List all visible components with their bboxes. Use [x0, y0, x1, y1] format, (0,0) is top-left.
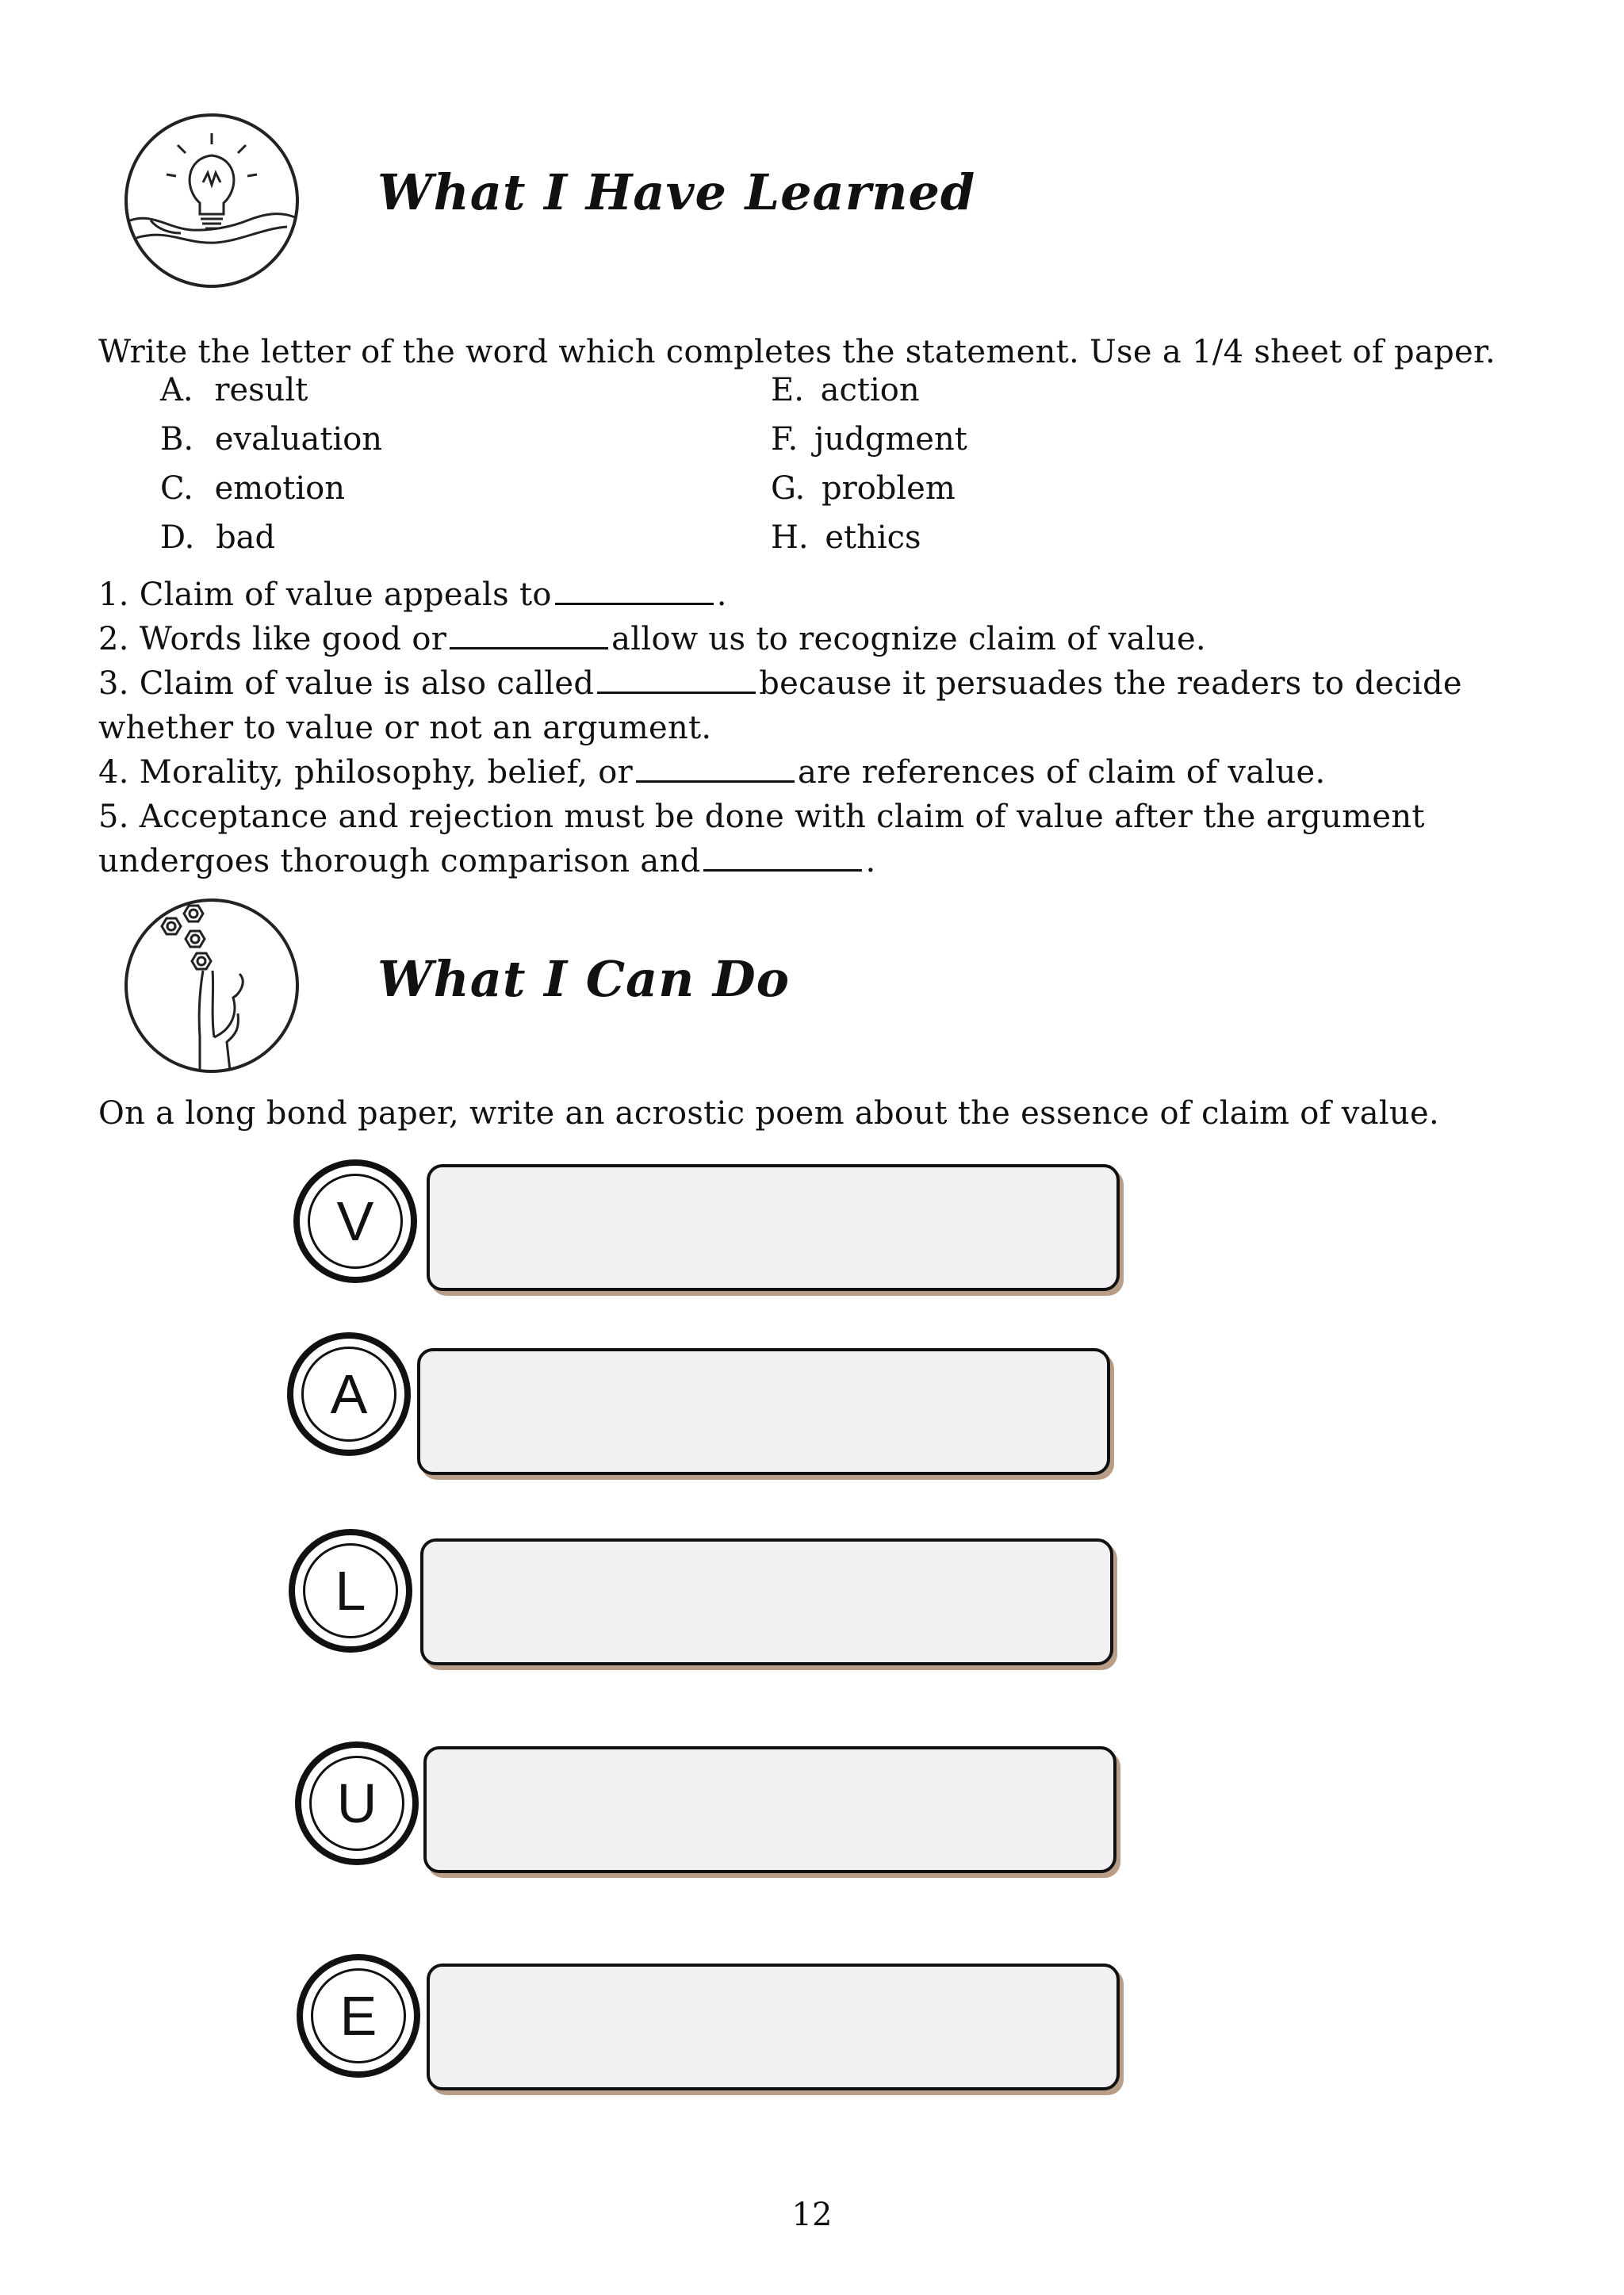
item-3: 3. Claim of value is also called because it persuades the readers to decide whether to value or not an argument. [98, 665, 1462, 746]
item-4: 4. Morality, philosophy, belief, or are references of claim of value. [98, 754, 1326, 791]
acrostic-line-box [427, 1964, 1120, 2090]
item-1: 1. Claim of value appeals to . [98, 577, 727, 613]
acrostic-letter: U [309, 1756, 404, 1851]
acrostic-line-box [420, 1538, 1113, 1665]
instruction-text: Write the letter of the word which completes the statement. Use a 1/4 sheet of paper. [98, 334, 1496, 370]
choice-a: A. result [160, 372, 308, 408]
choice-h: H. ethics [771, 519, 921, 556]
acrostic-letter-circle [297, 1954, 420, 2078]
choice-e: E. action [771, 372, 920, 408]
section-title-what-i-can-do: What I Can Do [377, 950, 790, 1008]
section-title-what-i-have-learned: What I Have Learned [377, 163, 976, 221]
page-number: 12 [791, 2197, 833, 2233]
choice-c: C. emotion [160, 470, 346, 507]
answer-blank [636, 755, 795, 783]
choice-d: D. bad [160, 519, 276, 556]
acrostic-line-box [427, 1164, 1120, 1291]
answer-blank [555, 577, 714, 605]
lightbulb-hand-icon [121, 109, 303, 292]
acrostic-letter-circle [289, 1529, 412, 1653]
acrostic-letter: A [301, 1347, 396, 1442]
acrostic-letter-circle [287, 1332, 411, 1456]
acrostic-line-box [423, 1746, 1116, 1873]
answer-blank [450, 622, 608, 649]
answer-blank [703, 844, 862, 872]
answer-blank [597, 666, 756, 694]
acrostic-instruction-text: On a long bond paper, write an acrostic poem about the essence of claim of value. [98, 1095, 1439, 1132]
acrostic-letter: L [303, 1543, 398, 1638]
choice-f: F. judgment [771, 421, 967, 458]
hand-gears-icon [121, 895, 303, 1077]
acrostic-letter-circle [295, 1741, 419, 1865]
acrostic-line-box [417, 1348, 1110, 1475]
acrostic-letter-circle [293, 1159, 417, 1283]
acrostic-letter: V [308, 1174, 403, 1269]
acrostic-letter: E [311, 1968, 406, 2063]
item-2: 2. Words like good or allow us to recognize claim of value. [98, 621, 1206, 657]
choice-b: B. evaluation [160, 421, 383, 458]
choice-g: G. problem [771, 470, 956, 507]
item-5: 5. Acceptance and rejection must be done with claim of value after the argument undergoes thorough comparison and . [98, 799, 1425, 879]
